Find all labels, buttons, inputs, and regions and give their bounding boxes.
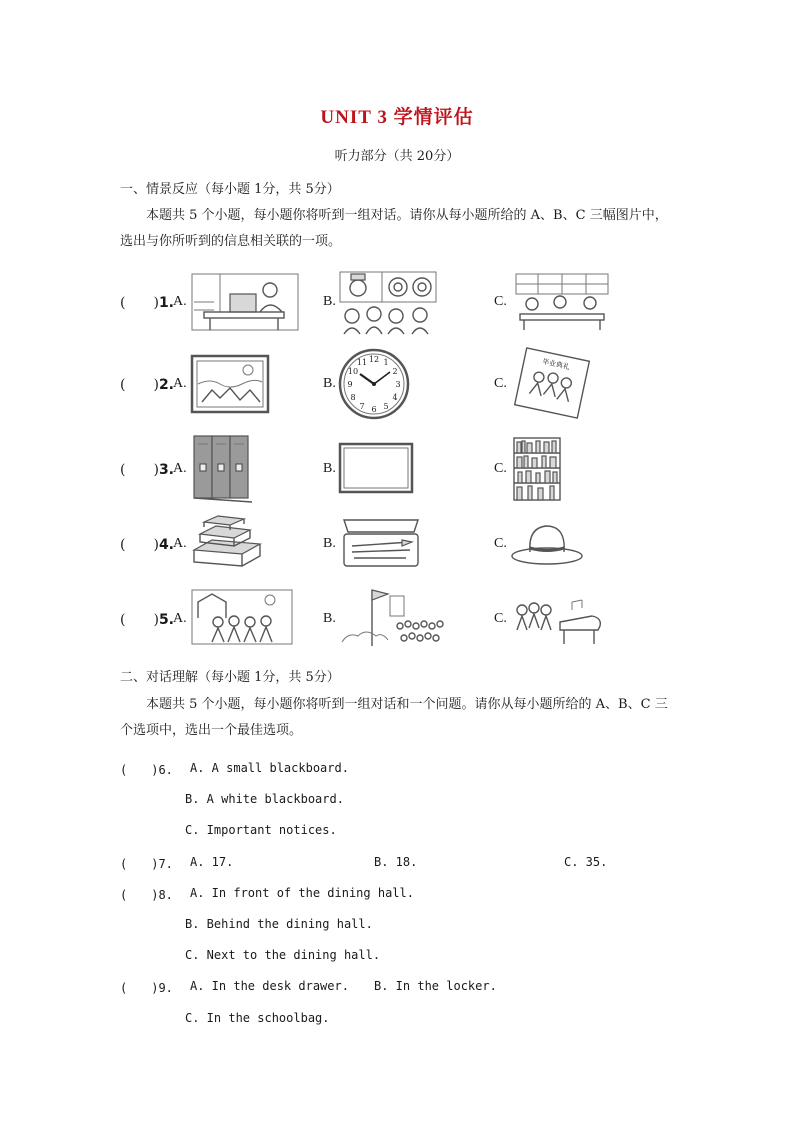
clock-number: 2 bbox=[392, 367, 398, 376]
blackboard-picture[interactable] bbox=[338, 442, 414, 494]
clock-number: 4 bbox=[392, 393, 398, 402]
option-label-a: A. bbox=[173, 376, 187, 391]
question-row-3 bbox=[120, 459, 174, 479]
clock-number: 1 bbox=[383, 358, 389, 367]
painting-picture[interactable] bbox=[190, 354, 270, 414]
bookshelf-picture[interactable] bbox=[512, 436, 562, 502]
option-label-b: B. bbox=[323, 611, 336, 626]
option-label-b: B. bbox=[323, 376, 336, 391]
answer-paren[interactable]: ( ) bbox=[120, 377, 159, 393]
hat-picture[interactable] bbox=[510, 520, 584, 568]
option-label-c: C. bbox=[494, 536, 507, 551]
clock-number: 8 bbox=[350, 393, 356, 402]
library-students-picture[interactable] bbox=[514, 272, 610, 332]
lockers-picture[interactable] bbox=[190, 432, 256, 504]
clock-number: 10 bbox=[347, 367, 359, 376]
clock-number: 6 bbox=[371, 405, 377, 414]
question-row-9 bbox=[120, 979, 173, 996]
option-label-a: A. bbox=[173, 461, 187, 476]
question-number: 3. bbox=[158, 462, 174, 478]
photo-caption: 毕业典礼 bbox=[541, 357, 571, 372]
option-label-a: A. bbox=[173, 294, 187, 309]
option-label-a: A. bbox=[173, 611, 187, 626]
option-label-b: B. bbox=[323, 461, 336, 476]
answer-paren[interactable]: ( ) bbox=[120, 612, 159, 628]
clock-number: 12 bbox=[368, 355, 380, 364]
question-row-1 bbox=[120, 292, 174, 312]
option-label-c: C. bbox=[494, 461, 507, 476]
graduation-photo-picture[interactable] bbox=[512, 348, 592, 418]
q9-option-c[interactable]: C. In the schoolbag. bbox=[185, 1011, 330, 1025]
page-subtitle: 听力部分（共 20分） bbox=[334, 149, 460, 164]
q8-option-c[interactable]: C. Next to the dining hall. bbox=[185, 948, 381, 962]
option-label-c: C. bbox=[494, 294, 507, 309]
books-picture[interactable] bbox=[190, 514, 264, 568]
clock-number: 11 bbox=[356, 358, 368, 367]
question-number: 1. bbox=[158, 295, 174, 311]
office-computer-picture[interactable] bbox=[190, 272, 300, 332]
school-trip-picture[interactable] bbox=[190, 588, 294, 646]
question-number: 8. bbox=[158, 888, 173, 902]
flag-ceremony-picture[interactable] bbox=[338, 586, 452, 650]
clock-number: 9 bbox=[347, 380, 353, 389]
q6-option-b[interactable]: B. A white blackboard. bbox=[185, 792, 344, 806]
q6-option-c[interactable]: C. Important notices. bbox=[185, 823, 337, 837]
clock-number: 3 bbox=[395, 380, 401, 389]
q8-option-a[interactable]: A. In front of the dining hall. bbox=[190, 886, 414, 900]
answer-paren[interactable]: ( ) bbox=[120, 888, 159, 902]
answer-paren[interactable]: ( ) bbox=[120, 537, 159, 553]
option-label-c: C. bbox=[494, 611, 507, 626]
question-number: 9. bbox=[158, 981, 173, 995]
question-row-4 bbox=[120, 534, 174, 554]
question-row-7 bbox=[120, 855, 173, 872]
section2-instruction: 本题共 5 个小题，每小题你将听到一组对话和一个问题。请你从每小题所给的 A、B、C 三个选项中，选出一个最佳选项。 bbox=[120, 697, 668, 738]
option-label-a: A. bbox=[173, 536, 187, 551]
question-number: 7. bbox=[158, 857, 173, 871]
q9-option-b[interactable]: B. In the locker. bbox=[374, 979, 497, 993]
clock-number: 5 bbox=[383, 402, 389, 411]
answer-paren[interactable]: ( ) bbox=[120, 295, 159, 311]
question-row-5 bbox=[120, 609, 174, 629]
dining-hall-picture[interactable] bbox=[338, 270, 438, 334]
question-row-2 bbox=[120, 374, 174, 394]
question-number: 5. bbox=[158, 612, 174, 628]
option-label-b: B. bbox=[323, 536, 336, 551]
q6-option-a[interactable]: A. A small blackboard. bbox=[190, 761, 349, 775]
option-label-c: C. bbox=[494, 376, 507, 391]
q8-option-b[interactable]: B. Behind the dining hall. bbox=[185, 917, 373, 931]
section2-heading: 二、对话理解（每小题 1分，共 5分） bbox=[120, 670, 340, 685]
q7-option-b[interactable]: B. 18. bbox=[374, 855, 418, 869]
q9-option-a[interactable]: A. In the desk drawer. bbox=[190, 979, 349, 993]
question-number: 6. bbox=[158, 763, 173, 777]
section1-instruction: 本题共 5 个小题，每小题你将听到一组对话。请你从每小题所给的 A、B、C 三幅图片中，选出与你所听到的信息相关联的一项。 bbox=[120, 208, 668, 249]
page-title: UNIT 3 学情评估 bbox=[320, 107, 474, 128]
option-label-b: B. bbox=[323, 294, 336, 309]
answer-paren[interactable]: ( ) bbox=[120, 981, 159, 995]
q7-option-a[interactable]: A. 17. bbox=[190, 855, 234, 869]
q7-option-c[interactable]: C. 35. bbox=[564, 855, 608, 869]
question-number: 2. bbox=[158, 377, 174, 393]
question-row-8 bbox=[120, 886, 173, 903]
section1-heading: 一、情景反应（每小题 1分，共 5分） bbox=[120, 182, 340, 197]
answer-paren[interactable]: ( ) bbox=[120, 462, 159, 478]
question-row-6 bbox=[120, 761, 173, 778]
answer-paren[interactable]: ( ) bbox=[120, 763, 159, 777]
pencil-case-picture[interactable] bbox=[340, 514, 422, 570]
clock-picture[interactable] bbox=[338, 348, 410, 420]
question-number: 4. bbox=[158, 537, 174, 553]
clock-number: 7 bbox=[359, 402, 365, 411]
music-class-picture[interactable] bbox=[512, 596, 604, 646]
answer-paren[interactable]: ( ) bbox=[120, 857, 159, 871]
